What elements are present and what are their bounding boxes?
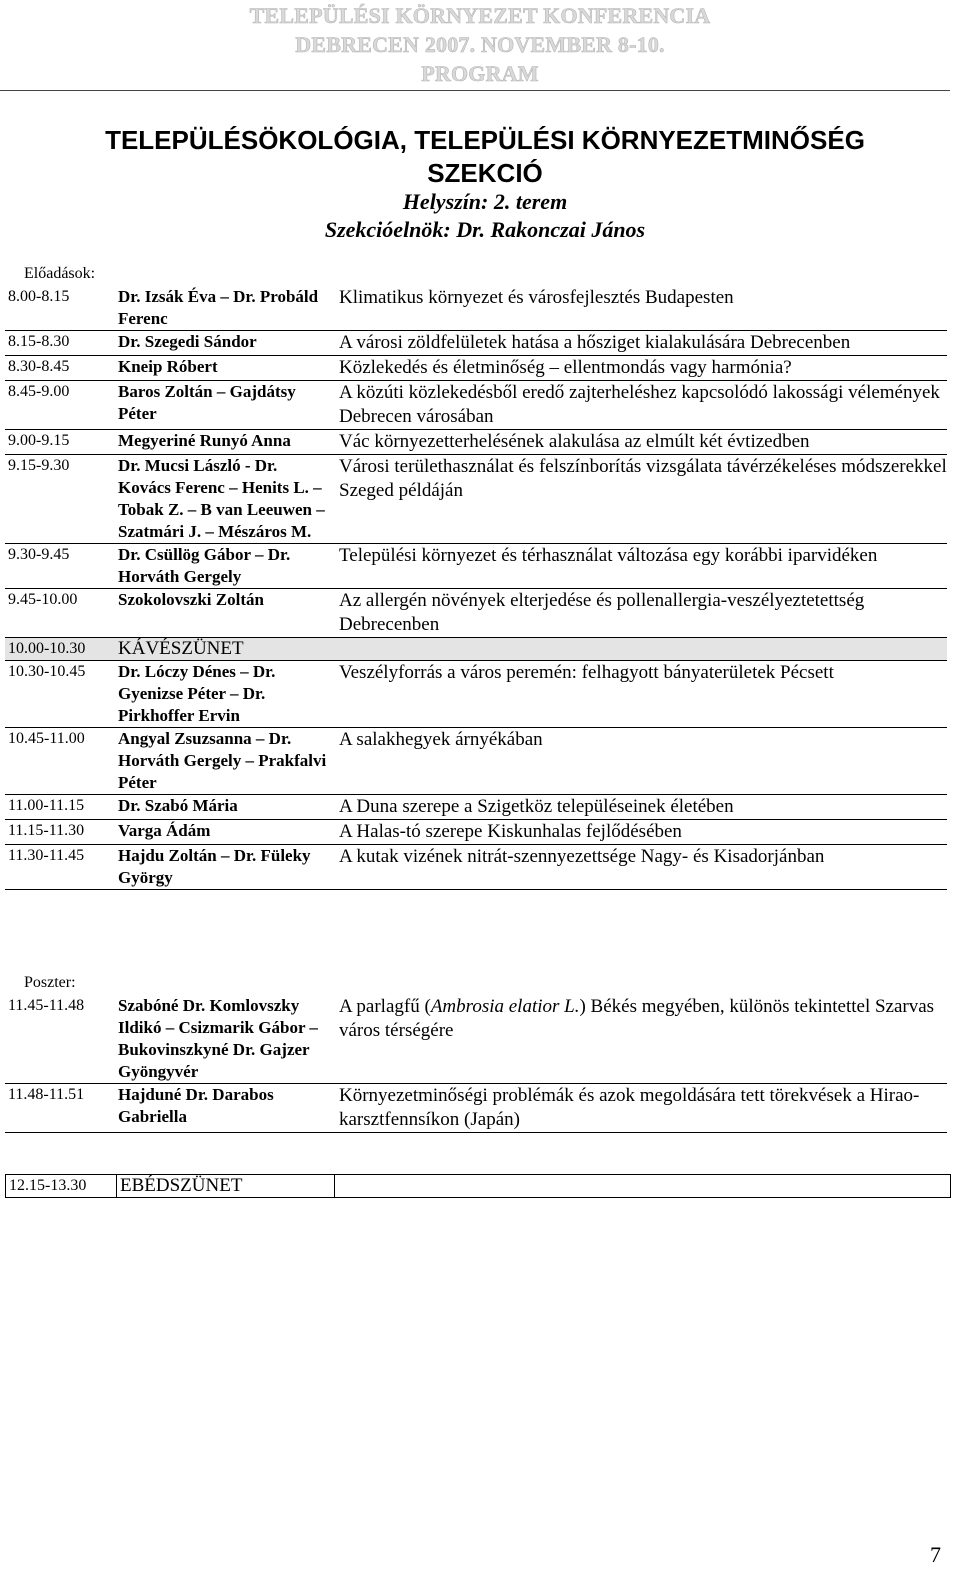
lecture-row — [5, 331, 947, 356]
lecture-author: Angyal Zsuzsanna – Dr. Horváth Gergely – Prakfalvi Péter — [115, 728, 332, 795]
lecture-author: Dr. Mucsi László - Dr. Kovács Ferenc – Henits L. – Tobak Z. – B van Leeuwen – Szatmári J. – Mészáros M. — [115, 455, 332, 544]
lecture-title: A Duna szerepe a Szigetköz településeinek életében — [332, 795, 947, 820]
lecture-row — [5, 638, 947, 661]
lecture-title: Települési környezet és térhasználat változása egy korábbi iparvidéken — [332, 544, 947, 589]
lecture-author: Dr. Szegedi Sándor — [115, 331, 332, 356]
header-line-3: PROGRAM — [421, 61, 539, 86]
lunch-table — [5, 1174, 951, 1198]
lecture-row — [5, 795, 947, 820]
poster-title-start: A parlagfű ( — [339, 996, 431, 1017]
poster-time: 11.45-11.48 — [5, 995, 115, 1084]
lecture-row — [5, 544, 947, 589]
header-line-2: DEBRECEN 2007. NOVEMBER 8-10. — [295, 32, 665, 57]
lecture-author: Dr. Szabó Mária — [115, 795, 332, 820]
lecture-time: 8.45-9.00 — [5, 381, 115, 430]
lecture-row — [5, 661, 947, 728]
lecture-title: A kutak vizének nitrát-szennyezettsége Nagy- és Kisadorjánban — [332, 845, 947, 890]
lecture-time: 9.45-10.00 — [5, 589, 115, 638]
lecture-author: Dr. Izsák Éva – Dr. Probáld Ferenc — [115, 286, 332, 331]
lecture-title: Közlekedés és életminőség – ellentmondás vagy harmónia? — [332, 356, 947, 381]
lecture-time: 8.15-8.30 — [5, 331, 115, 356]
lectures-table — [5, 286, 947, 890]
lecture-title: Vác környezetterhelésének alakulása az elmúlt két évtizedben — [332, 430, 947, 455]
lecture-title: A városi zöldfelületek hatása a hősziget kialakulására Debrecenben — [332, 331, 947, 356]
lecture-author: Szokolovszki Zoltán — [115, 589, 332, 638]
lecture-title: Klimatikus környezet és városfejlesztés Budapesten — [332, 286, 947, 331]
lecture-row — [5, 728, 947, 795]
posters-label: Poszter: — [24, 974, 76, 991]
lunch-empty-cell — [335, 1175, 951, 1198]
lunch-time: 12.15-13.30 — [6, 1175, 117, 1198]
lecture-author: Varga Ádám — [115, 820, 332, 845]
lecture-time: 9.00-9.15 — [5, 430, 115, 455]
poster-title-end: ) Békés megyében, különös tekintettel Szarvas város térségére — [339, 996, 935, 1041]
poster-time: 11.48-11.51 — [5, 1084, 115, 1133]
lecture-row — [5, 430, 947, 455]
lecture-row — [5, 286, 947, 331]
lecture-row — [5, 455, 947, 544]
lecture-time: 10.45-11.00 — [5, 728, 115, 795]
lecture-time: 9.30-9.45 — [5, 544, 115, 589]
poster-author: Szabóné Dr. Komlovszky Ildikó – Csizmarik Gábor – Bukovinszkyné Dr. Gajzer Gyöngyvér — [115, 995, 332, 1084]
lecture-author: Dr. Lóczy Dénes – Dr. Gyenizse Péter – Dr. Pirkhoffer Ervin — [115, 661, 332, 728]
lecture-time: 10.00-10.30 — [5, 638, 115, 661]
lecture-title: A közúti közlekedésből eredő zajterheléshez kapcsolódó lakossági vélemények Debrecen városában — [332, 381, 947, 430]
lecture-author: Baros Zoltán – Gajdátsy Péter — [115, 381, 332, 430]
lecture-title: A Halas-tó szerepe Kiskunhalas fejlődésében — [332, 820, 947, 845]
poster-title-species: Ambrosia elatior L. — [430, 996, 580, 1017]
lecture-row — [5, 845, 947, 890]
section-title-line-1: TELEPÜLÉSÖKOLÓGIA, TELEPÜLÉSI KÖRNYEZETMINŐSÉG — [105, 125, 865, 155]
poster-row — [5, 995, 947, 1084]
lecture-author: Megyeriné Runyó Anna — [115, 430, 332, 455]
lecture-time: 11.15-11.30 — [5, 820, 115, 845]
poster-title — [332, 995, 947, 1084]
lecture-author: Dr. Csüllög Gábor – Dr. Horváth Gergely — [115, 544, 332, 589]
poster-title: Környezetminőségi problémák és azok megoldására tett törekvések a Hirao-karsztfennsíkon (Japán) — [332, 1084, 947, 1133]
lecture-row — [5, 356, 947, 381]
lectures-label: Előadások: — [24, 265, 96, 282]
section-chair: Szekcióelnök: Dr. Rakonczai János — [324, 217, 646, 242]
lecture-time: 9.15-9.30 — [5, 455, 115, 544]
lecture-title — [332, 638, 947, 661]
lecture-author: Kneip Róbert — [115, 356, 332, 381]
posters-table — [5, 995, 947, 1133]
header-line-1: TELEPÜLÉSI KÖRNYEZET KONFERENCIA — [249, 3, 711, 28]
lunch-row — [6, 1175, 951, 1198]
lecture-title: Városi területhasználat és felszínborítás vizsgálata távérzékeléses módszerekkel Szeged példáján — [332, 455, 947, 544]
poster-author: Hajduné Dr. Darabos Gabriella — [115, 1084, 332, 1133]
section-title-line-2: SZEKCIÓ — [427, 158, 543, 188]
lecture-title: Veszélyforrás a város peremén: felhagyott bányaterületek Pécsett — [332, 661, 947, 728]
lecture-row — [5, 589, 947, 638]
break-label: KÁVÉSZÜNET — [115, 638, 332, 661]
page-number: 7 — [930, 1542, 941, 1567]
header-rule — [0, 90, 950, 91]
lecture-time: 8.30-8.45 — [5, 356, 115, 381]
lecture-time: 10.30-10.45 — [5, 661, 115, 728]
lecture-row — [5, 820, 947, 845]
poster-row — [5, 1084, 947, 1133]
lecture-time: 11.30-11.45 — [5, 845, 115, 890]
lunch-label: EBÉDSZÜNET — [117, 1175, 335, 1198]
lecture-title: Az allergén növények elterjedése és pollenallergia-veszélyeztetettség Debrecenben — [332, 589, 947, 638]
section-venue: Helyszín: 2. terem — [402, 189, 568, 214]
lecture-author: Hajdu Zoltán – Dr. Füleky György — [115, 845, 332, 890]
lecture-time: 11.00-11.15 — [5, 795, 115, 820]
lecture-time: 8.00-8.15 — [5, 286, 115, 331]
lecture-row — [5, 381, 947, 430]
lecture-title: A salakhegyek árnyékában — [332, 728, 947, 795]
